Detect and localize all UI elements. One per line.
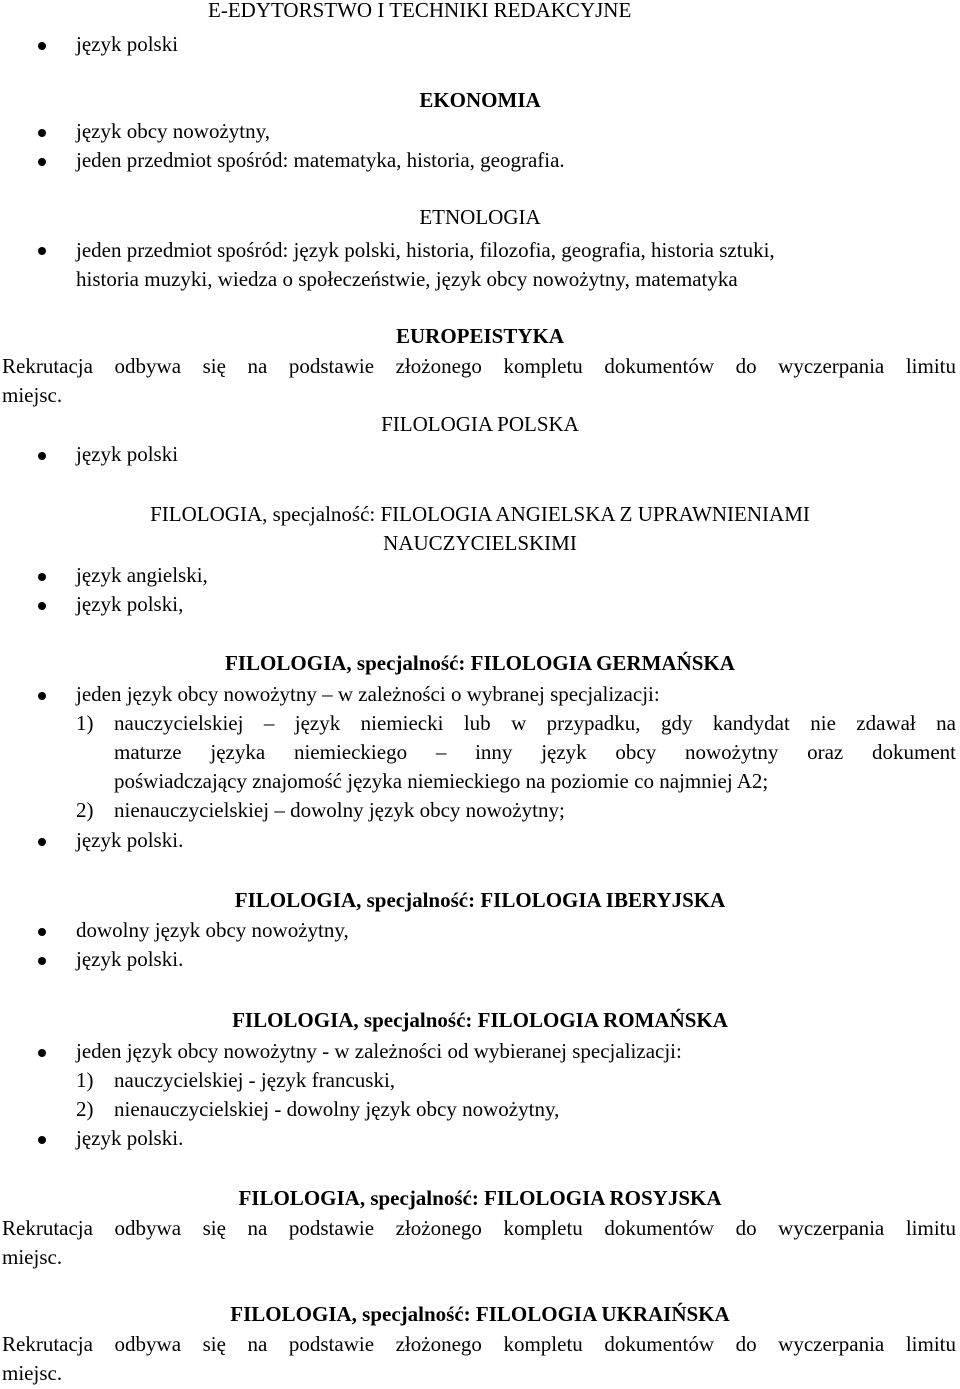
sublist-item: nienauczycielskiej – dowolny język obcy nowożytny;	[114, 798, 565, 822]
sublist-item: nauczycielskiej – język niemiecki lub w przypadku, gdy kandydat nie zdawał na	[114, 711, 956, 735]
list-item: język polski.	[76, 947, 184, 971]
bullet-icon	[38, 158, 46, 166]
list-item-continuation: historia muzyki, wiedza o społeczeństwie, język obcy nowożytny, matematyka	[76, 267, 738, 291]
section-title-filologia-angielska-line2: NAUCZYCIELSKIMI	[383, 531, 577, 555]
section-title-filologia-romanska: FILOLOGIA, specjalność: FILOLOGIA ROMAŃSKA	[232, 1008, 728, 1032]
list-item: język polski,	[76, 592, 184, 616]
list-item: jeden przedmiot spośród: matematyka, historia, geografia.	[76, 148, 565, 172]
bullet-icon	[38, 1049, 46, 1057]
sublist-item: nauczycielskiej - język francuski,	[114, 1068, 396, 1092]
bullet-icon	[38, 573, 46, 581]
sublist-number: 2)	[76, 798, 94, 822]
bullet-icon	[38, 838, 46, 846]
list-item: język polski	[76, 442, 179, 466]
paragraph-line: miejsc.	[2, 383, 63, 407]
sublist-item-continuation: maturze języka niemieckiego – inny język obcy nowożytny oraz dokument	[114, 740, 956, 764]
bullet-icon	[38, 692, 46, 700]
section-title-filologia-polska: FILOLOGIA POLSKA	[381, 412, 579, 436]
sublist-number: 1)	[76, 1068, 94, 1092]
bullet-icon	[38, 247, 46, 255]
sublist-number: 2)	[76, 1097, 94, 1121]
section-title-europeistyka: EUROPEISTYKA	[395, 324, 565, 348]
list-item: język angielski,	[76, 563, 208, 587]
section-title-etnologia: ETNOLOGIA	[419, 205, 541, 229]
list-item: dowolny język obcy nowożytny,	[76, 918, 349, 942]
bullet-icon	[38, 129, 46, 137]
paragraph-line: miejsc.	[2, 1361, 63, 1385]
section-title-filologia-germanska: FILOLOGIA, specjalność: FILOLOGIA GERMAŃSKA	[225, 651, 735, 675]
sublist-item-continuation: poświadczający znajomość języka niemieckiego na poziomie co najmniej A2;	[114, 769, 769, 793]
list-item: język polski	[76, 32, 179, 56]
bullet-icon	[38, 957, 46, 965]
paragraph-line: miejsc.	[2, 1245, 63, 1269]
sublist-item: nienauczycielskiej - dowolny język obcy nowożytny,	[114, 1097, 560, 1121]
list-item: język obcy nowożytny,	[76, 119, 271, 143]
section-title-filologia-iberyjska: FILOLOGIA, specjalność: FILOLOGIA IBERYJSKA	[234, 888, 726, 912]
list-item: język polski.	[76, 1126, 184, 1150]
sublist-number: 1)	[76, 711, 94, 735]
bullet-icon	[38, 1136, 46, 1144]
paragraph-line: Rekrutacja odbywa się na podstawie złożonego kompletu dokumentów do wyczerpania limitu	[2, 1216, 956, 1240]
section-title-edytorstwo: E-EDYTORSTWO I TECHNIKI REDAKCYJNE	[208, 0, 632, 22]
paragraph-line: Rekrutacja odbywa się na podstawie złożonego kompletu dokumentów do wyczerpania limitu	[2, 354, 956, 378]
section-title-filologia-angielska: FILOLOGIA, specjalność: FILOLOGIA ANGIELSKA Z UPRAWNIENIAMI	[150, 502, 810, 526]
bullet-icon	[38, 928, 46, 936]
bullet-icon	[38, 42, 46, 50]
list-item: jeden przedmiot spośród: język polski, historia, filozofia, geografia, historia sztuki,	[76, 238, 775, 262]
section-title-ekonomia: EKONOMIA	[419, 88, 541, 112]
list-item: język polski.	[76, 828, 184, 852]
paragraph-line: Rekrutacja odbywa się na podstawie złożonego kompletu dokumentów do wyczerpania limitu	[2, 1332, 956, 1356]
section-title-filologia-ukrainska: FILOLOGIA, specjalność: FILOLOGIA UKRAIŃSKA	[230, 1302, 730, 1326]
bullet-icon	[38, 452, 46, 460]
section-title-filologia-rosyjska: FILOLOGIA, specjalność: FILOLOGIA ROSYJSKA	[238, 1186, 722, 1210]
bullet-icon	[38, 602, 46, 610]
list-item: jeden język obcy nowożytny – w zależności o wybranej specjalizacji:	[76, 682, 660, 706]
list-item: jeden język obcy nowożytny - w zależności od wybieranej specjalizacji:	[76, 1039, 682, 1063]
